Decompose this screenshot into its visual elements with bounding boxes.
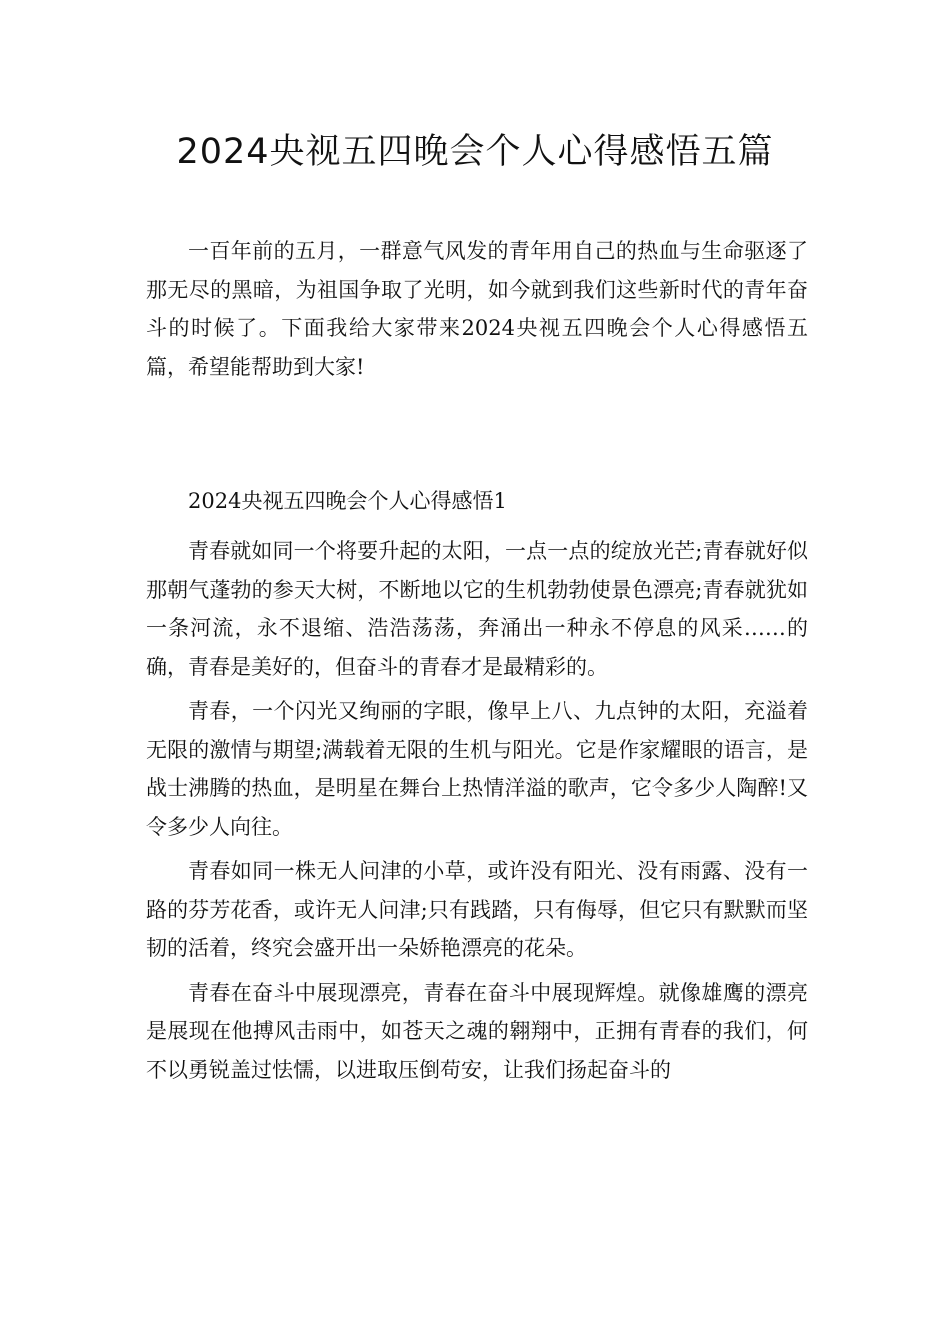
paragraph: 青春在奋斗中展现漂亮，青春在奋斗中展现辉煌。就像雄鹰的漂亮是展现在他搏风击雨中，如苍天之魂的翱翔中，正拥有青春的我们，何不以勇锐盖过怯懦，以进取压倒苟安，让我们扬起奋斗的 [146,980,808,1082]
paragraph: 青春，一个闪光又绚丽的字眼，像早上八、九点钟的太阳，充溢着无限的激情与期望;满载着无限的生机与阳光。它是作家耀眼的语言，是战士沸腾的热血，是明星在舞台上热情洋溢的歌声，它令多少人陶醉!又令多少人向往。 [146,699,808,839]
paragraph: 青春如同一株无人问津的小草，或许没有阳光、没有雨露、没有一路的芬芳花香，或许无人问津;只有践踏，只有侮辱，但它只有默默而坚韧的活着，终究会盛开出一朵娇艳漂亮的花朵。 [146,859,808,960]
section-heading: 2024央视五四晚会个人心得感悟1 [188,489,507,513]
section-body [146,532,808,1095]
intro-section [146,232,808,386]
document-title: 2024央视五四晚会个人心得感悟五篇 [176,132,774,172]
intro-paragraph: 一百年前的五月，一群意气风发的青年用自己的热血与生命驱逐了那无尽的黑暗，为祖国争取了光明，如今就到我们这些新时代的青年奋斗的时候了。下面我给大家带来2024央视五四晚会个人心得感悟五篇，希望能帮助到大家! [146,239,808,379]
paragraph: 青春就如同一个将要升起的太阳，一点一点的绽放光芒;青春就好似那朝气蓬勃的参天大树，不断地以它的生机勃勃使景色漂亮;青春就犹如一条河流，永不退缩、浩浩荡荡，奔涌出一种永不停息的风采……的确，青春是美好的，但奋斗的青春才是最精彩的。 [146,539,808,679]
